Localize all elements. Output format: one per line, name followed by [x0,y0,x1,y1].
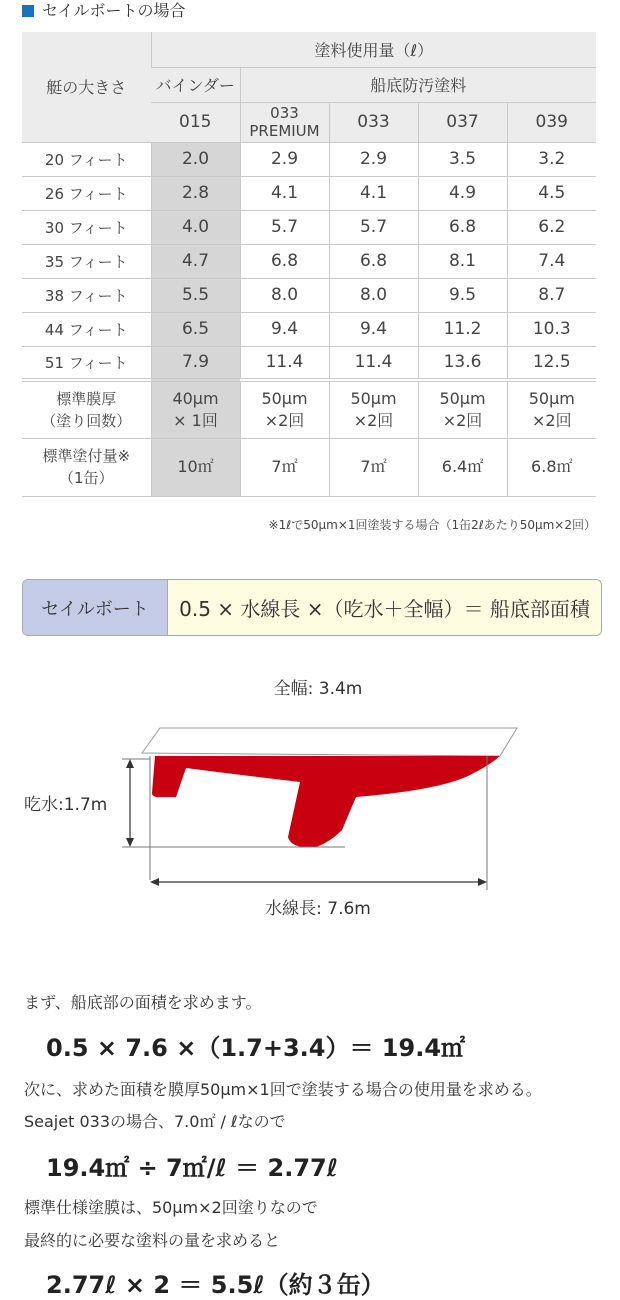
thickness-cell: 50μm ×2回 [240,380,329,438]
draft-label: 吃水:1.7m [24,795,108,815]
calc-equation-3: 2.77ℓ × 2 ＝ 5.5ℓ（約３缶） [46,1271,385,1299]
coverage-cell: 6.8㎡ [507,438,596,496]
usage-header: 塗料使用量（ℓ） [151,32,596,67]
waterline-arrow-head-right [478,878,487,886]
draft-arrow-head-top [126,759,134,768]
usage-cell: 2.9 [329,142,418,176]
calc-line-5: 最終的に必要な塗料の量を求めると [24,1231,281,1250]
usage-cell: 7.4 [507,244,596,278]
section-title-text: セイルボートの場合 [42,1,186,20]
square-bullet-icon [22,5,34,17]
table-note: ※1ℓで50μm×1回塗装する場合（1缶2ℓあたり50μm×2回） [268,518,596,532]
calc-line-4: 標準仕様塗膜は、50μm×2回塗りなので [24,1198,318,1217]
usage-table [22,32,596,497]
usage-cell: 4.1 [329,176,418,210]
coverage-label: 標準塗付量※ （1缶） [22,438,151,496]
usage-cell: 4.7 [151,244,240,278]
usage-cell: 10.3 [507,312,596,346]
hull-diagram-svg [0,670,620,930]
usage-cell: 13.6 [418,346,507,380]
antifouling-header: 船底防汚塗料 [240,67,596,102]
usage-cell: 8.7 [507,278,596,312]
usage-cell: 6.5 [151,312,240,346]
coverage-cell: 10㎡ [151,438,240,496]
calc-line-2: 次に、求めた面積を膜厚50μm×1回で塗装する場合の使用量を求める。 [24,1080,542,1099]
product-header: 037 [418,102,507,142]
row-size-cell: 44 フィート [22,312,151,346]
formula-box [22,579,602,636]
usage-cell: 11.2 [418,312,507,346]
row-size-cell: 38 フィート [22,278,151,312]
product-header: 015 [151,102,240,142]
waterline-arrow-head-left [150,878,159,886]
usage-cell: 12.5 [507,346,596,380]
usage-cell: 11.4 [240,346,329,380]
table-row [22,210,596,244]
usage-cell: 8.1 [418,244,507,278]
hull-diagram [0,670,620,930]
usage-cell: 9.4 [240,312,329,346]
section-title [22,0,186,22]
table-row [22,312,596,346]
usage-cell: 9.4 [329,312,418,346]
table-row [22,142,596,176]
thickness-cell: 50μm ×2回 [418,380,507,438]
formula-label: セイルボート [23,580,167,635]
usage-cell: 6.8 [240,244,329,278]
row-size-cell: 30 フィート [22,210,151,244]
beam-label: 全幅: 3.4m [273,679,363,699]
table-row [22,176,596,210]
coverage-cell: 7㎡ [240,438,329,496]
usage-cell: 9.5 [418,278,507,312]
table-row [22,244,596,278]
draft-arrow-head-bottom [126,838,134,847]
calc-line-3: Seajet 033の場合、7.0㎡ / ℓなので [24,1112,286,1131]
usage-cell: 3.5 [418,142,507,176]
usage-cell: 5.7 [329,210,418,244]
calc-equation-1: 0.5 × 7.6 ×（1.7+3.4）＝ 19.4㎡ [46,1034,466,1062]
deck-shape [142,728,517,756]
product-header: 033 [329,102,418,142]
table-row [22,346,596,380]
thickness-label: 標準膜厚 （塗り回数） [22,380,151,438]
usage-cell: 2.0 [151,142,240,176]
usage-cell: 4.1 [240,176,329,210]
usage-cell: 4.9 [418,176,507,210]
thickness-cell: 50μm ×2回 [507,380,596,438]
usage-cell: 6.8 [329,244,418,278]
size-header: 艇の大きさ [22,32,151,142]
hull-shape [152,756,500,847]
product-header: 033 PREMIUM [240,102,329,142]
thickness-cell: 50μm ×2回 [329,380,418,438]
usage-cell: 4.5 [507,176,596,210]
coverage-cell: 7㎡ [329,438,418,496]
usage-cell: 11.4 [329,346,418,380]
row-size-cell: 26 フィート [22,176,151,210]
usage-cell: 8.0 [329,278,418,312]
usage-cell: 6.8 [418,210,507,244]
calc-equation-2: 19.4㎡ ÷ 7㎡/ℓ ＝ 2.77ℓ [46,1154,339,1182]
usage-cell: 2.9 [240,142,329,176]
row-size-cell: 20 フィート [22,142,151,176]
coverage-cell: 6.4㎡ [418,438,507,496]
binder-header: バインダー [151,67,240,102]
usage-cell: 5.5 [151,278,240,312]
thickness-cell: 40μm × 1回 [151,380,240,438]
row-size-cell: 35 フィート [22,244,151,278]
usage-cell: 5.7 [240,210,329,244]
usage-cell: 6.2 [507,210,596,244]
formula-expression: 0.5 × 水線長 ×（吃水＋全幅）＝ 船底部面積 [167,580,601,635]
calc-line-1: まず、船底部の面積を求めます。 [24,993,262,1012]
table-row [22,278,596,312]
usage-cell: 7.9 [151,346,240,380]
row-size-cell: 51 フィート [22,346,151,380]
usage-cell: 3.2 [507,142,596,176]
usage-cell: 8.0 [240,278,329,312]
usage-cell: 2.8 [151,176,240,210]
waterline-label: 水線長: 7.6m [265,899,371,919]
product-header: 039 [507,102,596,142]
usage-cell: 4.0 [151,210,240,244]
